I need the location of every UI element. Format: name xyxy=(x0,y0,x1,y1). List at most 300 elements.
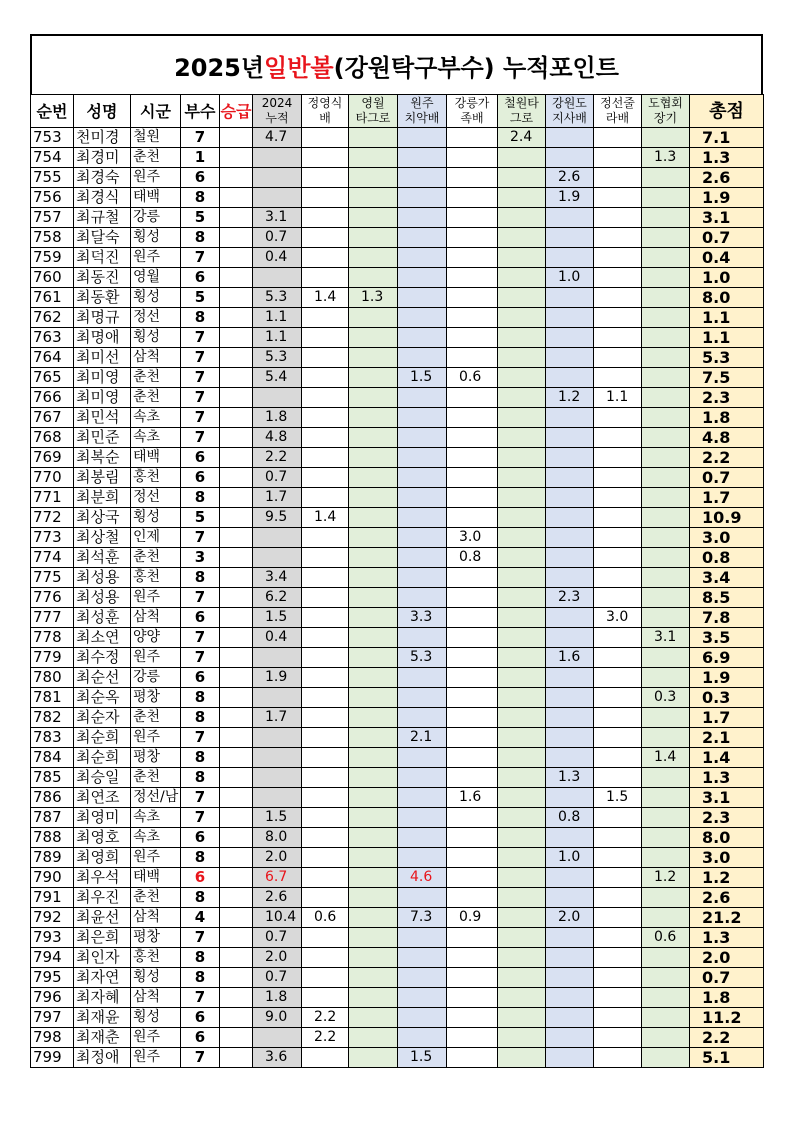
cell-yeongwol-tagro xyxy=(349,308,398,328)
table-body xyxy=(31,128,764,1068)
cell-jeongseon-cup xyxy=(594,828,642,848)
cell-governor-cup xyxy=(546,568,594,588)
cell-promotion xyxy=(220,308,253,328)
cell-jeongyeongsik-cup xyxy=(302,848,349,868)
cell-gangneung-family-cup xyxy=(447,808,498,828)
cell-wonju-chiak-cup xyxy=(398,228,447,248)
cell-name: 최민준 xyxy=(74,428,131,448)
cell-cumulative-2024: 4.8 xyxy=(253,428,302,448)
cell-total: 1.3 xyxy=(690,148,764,168)
cell-yeongwol-tagro xyxy=(349,808,398,828)
cell-governor-cup: 2.6 xyxy=(546,168,594,188)
cell-division: 7 xyxy=(181,728,220,748)
cell-cheorwon-tagro xyxy=(498,748,546,768)
cell-wonju-chiak-cup xyxy=(398,828,447,848)
cell-region: 원주 xyxy=(131,728,181,748)
cell-region: 춘천 xyxy=(131,548,181,568)
cell-seq: 754 xyxy=(31,148,74,168)
cell-wonju-chiak-cup xyxy=(398,928,447,948)
cell-jeongseon-cup xyxy=(594,848,642,868)
cell-cumulative-2024 xyxy=(253,168,302,188)
cell-total: 2.6 xyxy=(690,168,764,188)
cell-region: 태백 xyxy=(131,448,181,468)
cell-name: 최규철 xyxy=(74,208,131,228)
cell-cumulative-2024: 0.7 xyxy=(253,468,302,488)
cell-yeongwol-tagro xyxy=(349,188,398,208)
cell-association-chair xyxy=(642,308,690,328)
cell-cumulative-2024: 5.4 xyxy=(253,368,302,388)
cell-association-chair xyxy=(642,1028,690,1048)
cell-gangneung-family-cup xyxy=(447,868,498,888)
cell-jeongseon-cup xyxy=(594,308,642,328)
table-row xyxy=(31,328,764,348)
table-row xyxy=(31,808,764,828)
cell-promotion xyxy=(220,568,253,588)
cell-yeongwol-tagro xyxy=(349,448,398,468)
cell-promotion xyxy=(220,288,253,308)
cell-total: 5.3 xyxy=(690,348,764,368)
cell-division: 8 xyxy=(181,488,220,508)
table-row xyxy=(31,628,764,648)
cell-association-chair: 1.2 xyxy=(642,868,690,888)
cell-division: 7 xyxy=(181,128,220,148)
cell-name: 최경미 xyxy=(74,148,131,168)
cell-gangneung-family-cup xyxy=(447,148,498,168)
cell-association-chair: 1.3 xyxy=(642,148,690,168)
cell-division: 7 xyxy=(181,1048,220,1068)
table-row xyxy=(31,448,764,468)
cell-jeongseon-cup xyxy=(594,448,642,468)
cell-cumulative-2024 xyxy=(253,388,302,408)
table-row xyxy=(31,408,764,428)
cell-jeongyeongsik-cup: 0.6 xyxy=(302,908,349,928)
cell-association-chair xyxy=(642,388,690,408)
cell-association-chair xyxy=(642,368,690,388)
cell-total: 2.3 xyxy=(690,808,764,828)
cell-association-chair xyxy=(642,208,690,228)
cell-promotion xyxy=(220,588,253,608)
cell-promotion xyxy=(220,788,253,808)
cell-seq: 777 xyxy=(31,608,74,628)
cell-jeongseon-cup: 1.5 xyxy=(594,788,642,808)
cell-total: 2.2 xyxy=(690,448,764,468)
cell-cumulative-2024: 1.1 xyxy=(253,308,302,328)
cell-seq: 770 xyxy=(31,468,74,488)
cell-governor-cup xyxy=(546,508,594,528)
cell-promotion xyxy=(220,348,253,368)
cell-cumulative-2024 xyxy=(253,528,302,548)
cell-association-chair xyxy=(642,828,690,848)
cell-seq: 769 xyxy=(31,448,74,468)
cell-division: 8 xyxy=(181,688,220,708)
cell-gangneung-family-cup xyxy=(447,608,498,628)
cell-name: 천미경 xyxy=(74,128,131,148)
cell-region: 원주 xyxy=(131,1028,181,1048)
cell-name: 최영호 xyxy=(74,828,131,848)
cell-jeongseon-cup xyxy=(594,1028,642,1048)
table-row xyxy=(31,568,764,588)
cell-governor-cup xyxy=(546,348,594,368)
cell-promotion xyxy=(220,1008,253,1028)
cell-total: 1.7 xyxy=(690,708,764,728)
cell-seq: 790 xyxy=(31,868,74,888)
cell-region: 원주 xyxy=(131,848,181,868)
cell-governor-cup xyxy=(546,688,594,708)
cell-jeongseon-cup xyxy=(594,368,642,388)
cell-name: 최분희 xyxy=(74,488,131,508)
cell-total: 0.7 xyxy=(690,228,764,248)
table-row xyxy=(31,608,764,628)
cell-seq: 764 xyxy=(31,348,74,368)
cell-jeongseon-cup xyxy=(594,468,642,488)
cell-division: 6 xyxy=(181,268,220,288)
cell-jeongseon-cup xyxy=(594,1008,642,1028)
cell-region: 원주 xyxy=(131,648,181,668)
cell-name: 최자연 xyxy=(74,968,131,988)
table-row xyxy=(31,988,764,1008)
cell-promotion xyxy=(220,708,253,728)
cell-division: 8 xyxy=(181,888,220,908)
cell-jeongseon-cup xyxy=(594,328,642,348)
cell-governor-cup: 1.9 xyxy=(546,188,594,208)
cell-association-chair xyxy=(642,328,690,348)
cell-jeongyeongsik-cup: 1.4 xyxy=(302,288,349,308)
cell-gangneung-family-cup xyxy=(447,488,498,508)
cell-seq: 783 xyxy=(31,728,74,748)
cell-gangneung-family-cup xyxy=(447,968,498,988)
cell-cumulative-2024: 1.7 xyxy=(253,488,302,508)
cell-jeongyeongsik-cup xyxy=(302,808,349,828)
cell-yeongwol-tagro xyxy=(349,248,398,268)
cell-region: 횡성 xyxy=(131,328,181,348)
cell-gangneung-family-cup xyxy=(447,708,498,728)
cell-association-chair xyxy=(642,908,690,928)
cell-association-chair xyxy=(642,568,690,588)
cell-yeongwol-tagro xyxy=(349,328,398,348)
cell-region: 원주 xyxy=(131,1048,181,1068)
cell-cheorwon-tagro xyxy=(498,528,546,548)
cell-wonju-chiak-cup xyxy=(398,848,447,868)
table-row xyxy=(31,248,764,268)
cell-cumulative-2024: 3.6 xyxy=(253,1048,302,1068)
cell-cumulative-2024: 5.3 xyxy=(253,288,302,308)
cell-wonju-chiak-cup xyxy=(398,748,447,768)
cell-seq: 788 xyxy=(31,828,74,848)
cell-division: 6 xyxy=(181,168,220,188)
cell-region: 원주 xyxy=(131,248,181,268)
cell-promotion xyxy=(220,948,253,968)
cell-promotion xyxy=(220,688,253,708)
cell-seq: 767 xyxy=(31,408,74,428)
cell-name: 최순희 xyxy=(74,728,131,748)
cell-association-chair xyxy=(642,648,690,668)
cell-jeongseon-cup: 3.0 xyxy=(594,608,642,628)
cell-wonju-chiak-cup xyxy=(398,288,447,308)
cell-division: 6 xyxy=(181,468,220,488)
cell-cheorwon-tagro xyxy=(498,308,546,328)
cell-seq: 799 xyxy=(31,1048,74,1068)
cell-jeongyeongsik-cup xyxy=(302,588,349,608)
cell-wonju-chiak-cup: 3.3 xyxy=(398,608,447,628)
cell-wonju-chiak-cup xyxy=(398,248,447,268)
table-row xyxy=(31,748,764,768)
cell-association-chair xyxy=(642,948,690,968)
cell-jeongyeongsik-cup xyxy=(302,928,349,948)
cell-jeongseon-cup xyxy=(594,208,642,228)
table-row xyxy=(31,488,764,508)
cell-seq: 772 xyxy=(31,508,74,528)
cell-name: 최상철 xyxy=(74,528,131,548)
cell-governor-cup xyxy=(546,408,594,428)
cell-yeongwol-tagro xyxy=(349,388,398,408)
cell-jeongyeongsik-cup xyxy=(302,728,349,748)
cell-jeongseon-cup xyxy=(594,288,642,308)
cell-cumulative-2024: 10.4 xyxy=(253,908,302,928)
table-row xyxy=(31,548,764,568)
cell-yeongwol-tagro xyxy=(349,1028,398,1048)
cell-governor-cup xyxy=(546,788,594,808)
cell-total: 1.0 xyxy=(690,268,764,288)
cell-seq: 771 xyxy=(31,488,74,508)
cell-jeongyeongsik-cup xyxy=(302,708,349,728)
cell-association-chair: 1.4 xyxy=(642,748,690,768)
cell-association-chair xyxy=(642,508,690,528)
cell-wonju-chiak-cup xyxy=(398,448,447,468)
cell-total: 0.7 xyxy=(690,468,764,488)
cell-cumulative-2024 xyxy=(253,768,302,788)
header-region: 시군 xyxy=(131,95,181,128)
cell-division: 7 xyxy=(181,368,220,388)
cell-gangneung-family-cup: 0.6 xyxy=(447,368,498,388)
cell-total: 2.2 xyxy=(690,1028,764,1048)
cell-region: 춘천 xyxy=(131,388,181,408)
cell-total: 2.3 xyxy=(690,388,764,408)
cell-division: 6 xyxy=(181,1008,220,1028)
cell-promotion xyxy=(220,168,253,188)
cell-promotion xyxy=(220,748,253,768)
cell-yeongwol-tagro xyxy=(349,1048,398,1068)
header-total: 총점 xyxy=(690,95,764,128)
cell-jeongyeongsik-cup xyxy=(302,688,349,708)
cell-governor-cup xyxy=(546,988,594,1008)
cell-gangneung-family-cup xyxy=(447,848,498,868)
cell-governor-cup xyxy=(546,928,594,948)
cell-seq: 765 xyxy=(31,368,74,388)
cell-promotion xyxy=(220,428,253,448)
table-row xyxy=(31,668,764,688)
cell-gangneung-family-cup xyxy=(447,168,498,188)
cell-division: 3 xyxy=(181,548,220,568)
cell-division: 7 xyxy=(181,408,220,428)
cell-jeongseon-cup xyxy=(594,488,642,508)
cell-wonju-chiak-cup xyxy=(398,468,447,488)
cell-total: 3.4 xyxy=(690,568,764,588)
cell-region: 영월 xyxy=(131,268,181,288)
cell-cheorwon-tagro: 2.4 xyxy=(498,128,546,148)
table-row xyxy=(31,348,764,368)
cell-governor-cup xyxy=(546,748,594,768)
cell-cheorwon-tagro xyxy=(498,508,546,528)
cell-cheorwon-tagro xyxy=(498,708,546,728)
cell-total: 7.5 xyxy=(690,368,764,388)
cell-yeongwol-tagro xyxy=(349,128,398,148)
cell-gangneung-family-cup xyxy=(447,948,498,968)
cell-cumulative-2024 xyxy=(253,548,302,568)
cell-name: 최명애 xyxy=(74,328,131,348)
cell-name: 최순선 xyxy=(74,668,131,688)
cell-wonju-chiak-cup xyxy=(398,788,447,808)
cell-cheorwon-tagro xyxy=(498,208,546,228)
cell-cumulative-2024: 3.1 xyxy=(253,208,302,228)
cell-name: 최자혜 xyxy=(74,988,131,1008)
cell-total: 8.0 xyxy=(690,828,764,848)
cell-governor-cup: 2.3 xyxy=(546,588,594,608)
cell-governor-cup: 1.2 xyxy=(546,388,594,408)
cell-governor-cup xyxy=(546,448,594,468)
cell-governor-cup xyxy=(546,548,594,568)
cell-promotion xyxy=(220,148,253,168)
cell-promotion xyxy=(220,968,253,988)
cell-association-chair xyxy=(642,548,690,568)
cell-governor-cup xyxy=(546,328,594,348)
cell-region: 춘천 xyxy=(131,708,181,728)
cell-division: 5 xyxy=(181,508,220,528)
cell-gangneung-family-cup: 3.0 xyxy=(447,528,498,548)
cell-total: 3.5 xyxy=(690,628,764,648)
cell-jeongseon-cup xyxy=(594,868,642,888)
table-row xyxy=(31,148,764,168)
cell-jeongseon-cup xyxy=(594,168,642,188)
cell-yeongwol-tagro xyxy=(349,788,398,808)
cell-promotion xyxy=(220,928,253,948)
cell-yeongwol-tagro xyxy=(349,688,398,708)
cell-wonju-chiak-cup xyxy=(398,328,447,348)
cell-name: 최순희 xyxy=(74,748,131,768)
cell-region: 속초 xyxy=(131,828,181,848)
cell-division: 6 xyxy=(181,608,220,628)
cell-cheorwon-tagro xyxy=(498,628,546,648)
cell-wonju-chiak-cup xyxy=(398,568,447,588)
header-cheorwon-tagro: 철원타 그로 xyxy=(498,95,546,128)
cell-promotion xyxy=(220,988,253,1008)
cell-promotion xyxy=(220,468,253,488)
cell-jeongyeongsik-cup xyxy=(302,328,349,348)
cell-division: 5 xyxy=(181,288,220,308)
cell-wonju-chiak-cup xyxy=(398,968,447,988)
header-governor-cup: 강원도 지사배 xyxy=(546,95,594,128)
cell-wonju-chiak-cup xyxy=(398,188,447,208)
cell-name: 최성용 xyxy=(74,568,131,588)
cell-name: 최석훈 xyxy=(74,548,131,568)
table-row xyxy=(31,508,764,528)
cell-seq: 797 xyxy=(31,1008,74,1028)
table-row xyxy=(31,948,764,968)
cell-governor-cup xyxy=(546,528,594,548)
cell-division: 7 xyxy=(181,648,220,668)
table-row xyxy=(31,708,764,728)
cell-association-chair xyxy=(642,668,690,688)
cell-division: 6 xyxy=(181,448,220,468)
cell-gangneung-family-cup xyxy=(447,888,498,908)
cell-division: 7 xyxy=(181,348,220,368)
cell-region: 평창 xyxy=(131,928,181,948)
cell-jeongseon-cup: 1.1 xyxy=(594,388,642,408)
cell-cumulative-2024 xyxy=(253,648,302,668)
cell-association-chair: 0.6 xyxy=(642,928,690,948)
cell-gangneung-family-cup xyxy=(447,728,498,748)
cell-yeongwol-tagro xyxy=(349,228,398,248)
cell-region: 평창 xyxy=(131,688,181,708)
cell-gangneung-family-cup xyxy=(447,228,498,248)
cell-cheorwon-tagro xyxy=(498,408,546,428)
cell-cheorwon-tagro xyxy=(498,808,546,828)
cell-total: 1.7 xyxy=(690,488,764,508)
cell-wonju-chiak-cup: 1.5 xyxy=(398,368,447,388)
cell-jeongyeongsik-cup xyxy=(302,548,349,568)
cell-division: 7 xyxy=(181,528,220,548)
header-seq: 순번 xyxy=(31,95,74,128)
cell-cheorwon-tagro xyxy=(498,988,546,1008)
cell-promotion xyxy=(220,508,253,528)
cell-wonju-chiak-cup xyxy=(398,988,447,1008)
cell-yeongwol-tagro xyxy=(349,148,398,168)
cell-division: 7 xyxy=(181,388,220,408)
cell-association-chair xyxy=(642,608,690,628)
cell-jeongseon-cup xyxy=(594,128,642,148)
cell-cumulative-2024: 0.7 xyxy=(253,228,302,248)
cell-total: 1.4 xyxy=(690,748,764,768)
cell-association-chair xyxy=(642,468,690,488)
cell-gangneung-family-cup xyxy=(447,928,498,948)
table-row xyxy=(31,688,764,708)
cell-seq: 759 xyxy=(31,248,74,268)
cell-jeongyeongsik-cup xyxy=(302,888,349,908)
cell-region: 춘천 xyxy=(131,768,181,788)
page-title xyxy=(30,34,763,94)
cell-region: 정선 xyxy=(131,308,181,328)
cell-association-chair xyxy=(642,968,690,988)
cell-region: 속초 xyxy=(131,428,181,448)
cell-jeongseon-cup xyxy=(594,648,642,668)
table-row xyxy=(31,788,764,808)
cell-jeongseon-cup xyxy=(594,708,642,728)
cell-cheorwon-tagro xyxy=(498,268,546,288)
table-row xyxy=(31,588,764,608)
cell-governor-cup xyxy=(546,488,594,508)
cell-region: 홍천 xyxy=(131,568,181,588)
cell-cheorwon-tagro xyxy=(498,728,546,748)
cell-yeongwol-tagro xyxy=(349,488,398,508)
table-row xyxy=(31,208,764,228)
cell-yeongwol-tagro xyxy=(349,728,398,748)
cell-jeongyeongsik-cup xyxy=(302,208,349,228)
cell-cheorwon-tagro xyxy=(498,568,546,588)
cell-seq: 787 xyxy=(31,808,74,828)
cell-association-chair xyxy=(642,408,690,428)
cell-yeongwol-tagro xyxy=(349,548,398,568)
cell-promotion xyxy=(220,888,253,908)
cell-total: 11.2 xyxy=(690,1008,764,1028)
cell-wonju-chiak-cup xyxy=(398,688,447,708)
cell-region: 춘천 xyxy=(131,888,181,908)
cell-gangneung-family-cup xyxy=(447,308,498,328)
cell-total: 2.6 xyxy=(690,888,764,908)
header-name: 성명 xyxy=(74,95,131,128)
cell-jeongseon-cup xyxy=(594,188,642,208)
cell-name: 최동진 xyxy=(74,268,131,288)
cell-cheorwon-tagro xyxy=(498,788,546,808)
cell-governor-cup xyxy=(546,208,594,228)
